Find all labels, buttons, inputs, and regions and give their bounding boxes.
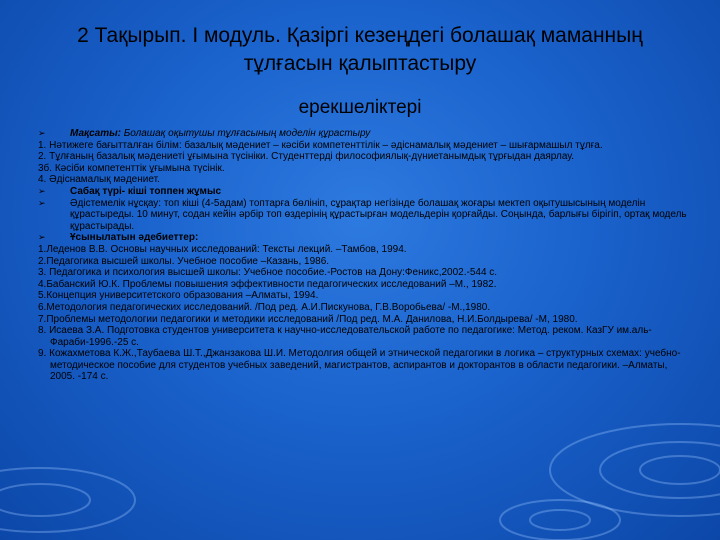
reference-item: 1.Леденов В.В. Основы научных исследований: Тексты лекций. –Тамбов, 1994. xyxy=(38,243,407,255)
slide-body xyxy=(38,128,692,383)
arrow-bullet-icon: ➢ xyxy=(38,185,46,196)
reference-item: 5.Концепция университетского образования –Алматы, 1994. xyxy=(38,290,319,302)
lesson-type-line xyxy=(38,186,692,198)
arrow-bullet-icon: ➢ xyxy=(38,197,46,208)
slide-title: 2 Тақырып. I модуль. Қазіргі кезеңдегі болашақ маманның тұлғасын қалыптастыру xyxy=(77,24,643,75)
reference-item: 6.Методология педагогических исследований. /Под ред. А.И.Пискунова, Г.В.Воробьева/ -М.,1980. xyxy=(38,301,491,313)
literature-header-line xyxy=(38,232,692,244)
arrow-bullet-icon: ➢ xyxy=(38,232,46,243)
reference-item: 2.Педагогика высшей школы. Учебное пособие –Казань, 1986. xyxy=(38,255,330,267)
point-1: 1. Нәтижеге бағытталған білім: базалық мәдениет – кәсіби компетенттілік – әдіснамалық мәдениет – шығармашыл тұлға. xyxy=(38,139,603,151)
literature-header: Ұсынылатын әдебиеттер: xyxy=(70,232,199,244)
aim-line xyxy=(38,128,692,140)
method-label: Әдістемелік нұсқау: xyxy=(70,197,162,209)
reference-item: 3. Педагогика и психология высшей школы: Учебное пособие.-Ростов на Дону:Феникс,2002.-544 с. xyxy=(38,267,498,279)
aim-label: Мақсаты: xyxy=(70,128,121,139)
slide-subtitle: ерекшеліктері xyxy=(298,97,422,118)
point-2: 2. Тұлғаның базалық мәдениеті ұғымына түсініки. Студенттерді философиялық-дүниетанымдық тұрғыдан даярлау. xyxy=(38,151,575,163)
method-text: топ кіші (4-5адам) топтарға бөлініп, сұрақтар негізінде болашақ жоғары мектеп оқытушысының моделін құрастыреды. 10 минут, содан кейін әрбір топ өздерінің құрастырған модельдерін қорғайды. Соңында, барлығы бірігіп, ортақ модель құрастырады. xyxy=(70,197,687,232)
reference-item: 4.Бабанский Ю.К. Проблемы повышения эффективности педагогических исследований –М., 1982. xyxy=(38,278,497,290)
lesson-type: Сабақ түрі- кіші топпен жұмыс xyxy=(70,185,222,197)
reference-item: 8. Исаева З.А. Подготовка студентов университета к научно-исследовательской работе по педагогике: Метод. реком. КазГУ им.аль-Фараби-1996.-25 с. xyxy=(38,325,652,348)
arrow-bullet-icon: ➢ xyxy=(38,128,46,138)
reference-item: 7.Проблемы методологии педагогики и методики исследований /Под ред. М.А. Данилова, Н.И.Болдырева/ -М, 1980. xyxy=(38,313,578,325)
aim-text: Болашақ оқытушы тұлғасының моделін құрастыру xyxy=(120,128,371,139)
point-4: 4. Әдіснамалық мәдениет. xyxy=(38,174,160,186)
reference-item: 9. Кожахметова К.Ж.,Таубаева Ш.Т.,Джанзакова Ш.И. Методолгия общей и этнической педагогики в логика – структурных схемах: учебно-методическое пособие для студентов учебных заведений, магистрантов, аспирантов и докторантов в области педагогики. –Алматы, 2005. -174 с. xyxy=(38,348,681,383)
method-line xyxy=(38,198,692,233)
point-3: 3б. Кәсіби компетенттік ұғымына түсінік. xyxy=(38,162,225,174)
